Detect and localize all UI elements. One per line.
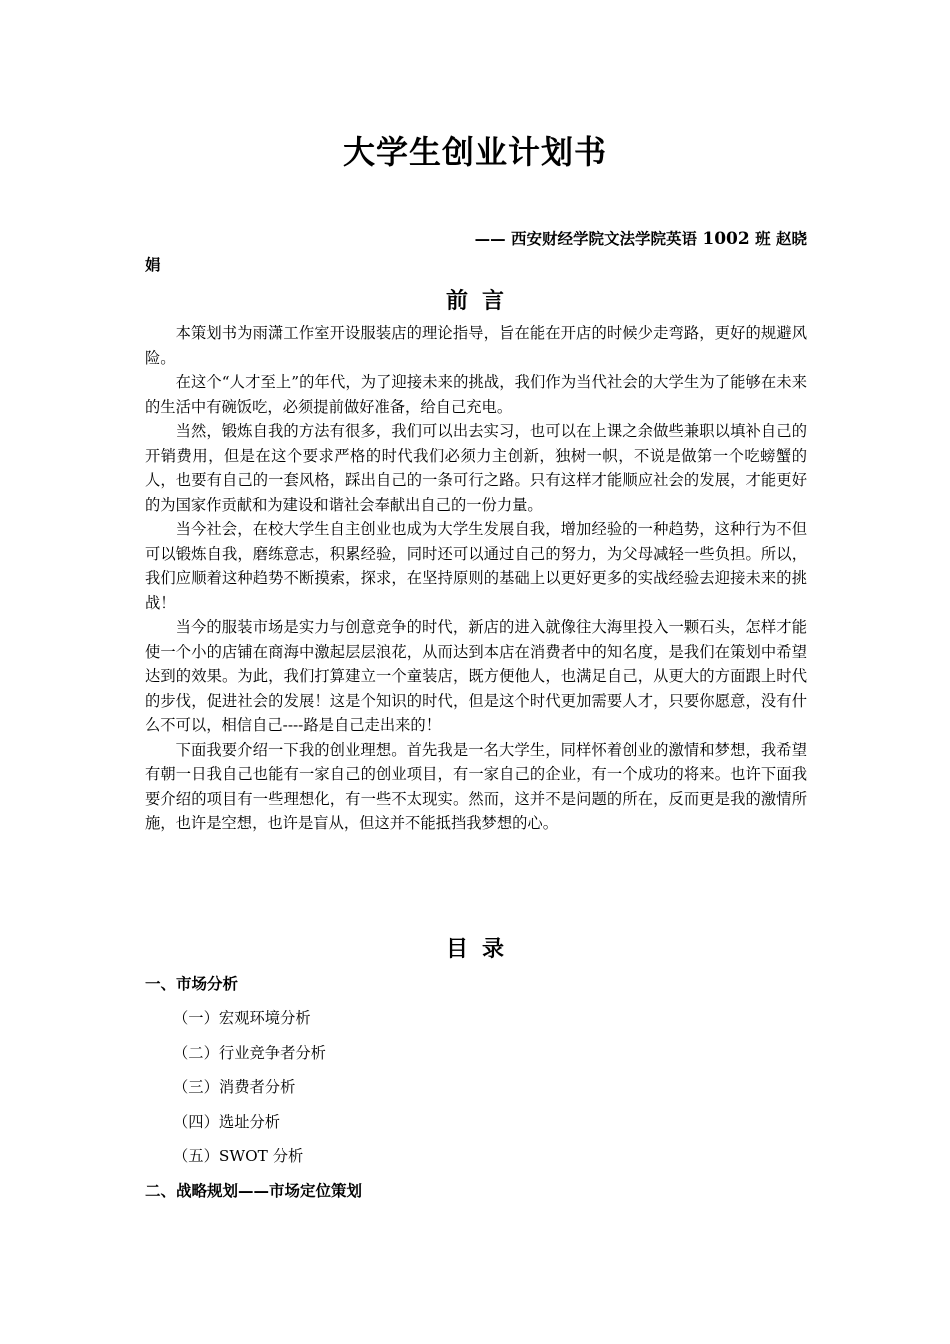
preface-paragraph: 下面我要介绍一下我的创业理想。首先我是一名大学生，同样怀着创业的激情和梦想，我希望有朝一日我自己也能有一家自己的创业项目，有一家自己的企业，有一个成功的将来。也许下面我要介绍的项目有一些理想化，有一些不太现实。然而，这并不是问题的所在，反而更是我的激情所施，也许是空想，也许是盲从，但这并不能抵挡我梦想的心。 xyxy=(145,740,807,832)
toc-item[interactable]: （四）选址分析 xyxy=(173,1112,281,1131)
toc-heading: 目录 xyxy=(445,937,518,962)
preface-body xyxy=(145,321,807,836)
toc-section-market-analysis[interactable]: 一、市场分析 xyxy=(145,975,239,993)
author-line-main xyxy=(145,226,807,252)
toc-item[interactable]: （三）消费者分析 xyxy=(173,1078,296,1096)
toc-section-strategy[interactable]: 二、战略规划——市场定位策划 xyxy=(145,1181,363,1200)
preface-paragraph: 当今的服装市场是实力与创意竞争的时代，新店的进入就像往大海里投入一颗石头，怎样才能使一个小的店铺在商海中激起层层浪花，从而达到本店在消费者中的知名度，是我们在策划中希望达到的效果。为此，我们打算建立一个童装店，既方便他人，也满足自己，从更大的方面跟上时代的步伐，促进社会的发展！这是个知识的时代，但是这个时代更加需要人才，只要你愿意，没有什么不可以，相信自己----路是自己走出来的！ xyxy=(145,618,807,734)
preface-paragraph: 当然，锻炼自我的方法有很多，我们可以出去实习，也可以在上课之余做些兼职以填补自己的开销费用，但是在这个要求严格的时代我们必须力主创新，独树一帜，不说是做第一个吃螃蟹的人，也要有自己的一套风格，踩出自己的一条可行之路。只有这样才能顺应社会的发展，才能更好的为国家作贡献和为建设和谐社会奉献出自己的一份力量。 xyxy=(145,422,807,514)
document-title: 大学生创业计划书 xyxy=(342,133,607,171)
preface-paragraph: 当今社会，在校大学生自主创业也成为大学生发展自我，增加经验的一种趋势，这种行为不但可以锻炼自我，磨练意志，积累经验，同时还可以通过自己的努力，为父母减轻一些负担。所以，我们应顺着这种趋势不断摸索，探求，在坚持原则的基础上以更好更多的实战经验去迎接未来的挑战！ xyxy=(145,520,807,612)
toc-item[interactable]: （一）宏观环境分析 xyxy=(173,1009,311,1027)
preface-paragraph: 在这个“人才至上”的年代，为了迎接未来的挑战，我们作为当代社会的大学生为了能够在未来的生活中有碗饭吃，必须提前做好准备，给自己充电。 xyxy=(145,373,807,416)
author-class-number: 1002 xyxy=(702,229,750,249)
author-line xyxy=(145,226,807,278)
author-prefix: —— 西安财经学院文法学院英语 xyxy=(474,230,703,248)
author-line-wrap: 娟 xyxy=(145,256,161,274)
toc-item[interactable]: （五）SWOT 分析 xyxy=(173,1147,304,1165)
table-of-contents xyxy=(145,970,807,1211)
preface-paragraph: 本策划书为雨潇工作室开设服装店的理论指导，旨在能在开店的时候少走弯路，更好的规避风险。 xyxy=(145,324,807,367)
toc-item[interactable]: （二）行业竞争者分析 xyxy=(173,1043,326,1062)
preface-heading: 前言 xyxy=(445,289,518,314)
author-suffix: 班 赵晓 xyxy=(749,230,807,248)
